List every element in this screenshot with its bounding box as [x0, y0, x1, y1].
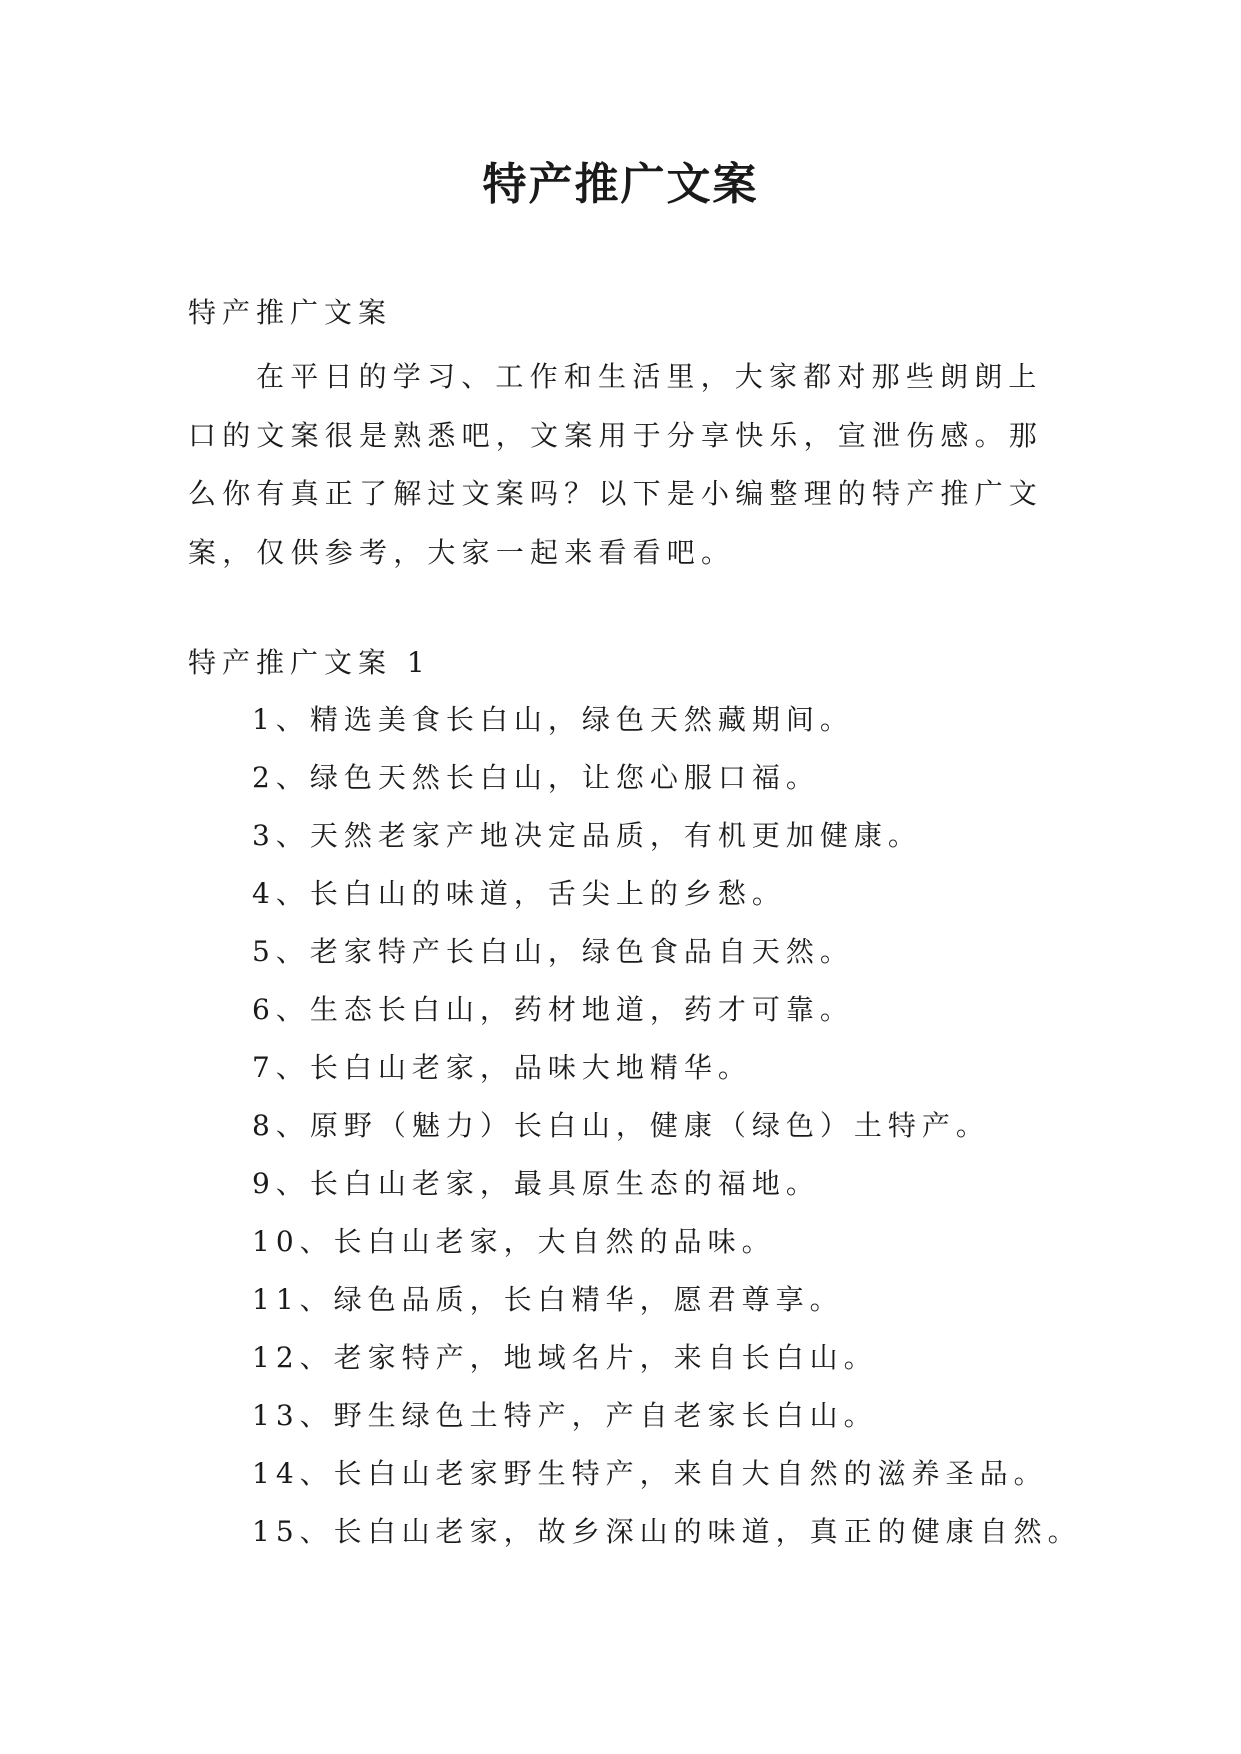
list-item: 3、天然老家产地决定品质，有机更加健康。 — [252, 819, 922, 852]
list-item: 8、原野（魅力）长白山，健康（绿色）土特产。 — [252, 1109, 990, 1142]
list-item: 14、长白山老家野生特产，来自大自然的滋养圣品。 — [252, 1457, 1048, 1490]
document-subtitle: 特产推广文案 — [188, 296, 393, 329]
list-item: 7、长白山老家，品味大地精华。 — [252, 1051, 752, 1084]
list-item: 2、绿色天然长白山，让您心服口福。 — [252, 761, 820, 794]
list-item: 9、长白山老家，最具原生态的福地。 — [252, 1167, 820, 1200]
list-item: 10、长白山老家，大自然的品味。 — [252, 1225, 776, 1258]
list-item: 4、长白山的味道，舌尖上的乡愁。 — [252, 877, 786, 910]
list-item: 13、野生绿色土特产，产自老家长白山。 — [252, 1399, 878, 1432]
list-item: 6、生态长白山，药材地道，药才可靠。 — [252, 993, 854, 1026]
intro-paragraph: 在平日的学习、工作和生活里，大家都对那些朗朗上口的文案很是熟悉吧，文案用于分享快乐，宣泄伤感。那么你有真正了解过文案吗？以下是小编整理的特产推广文案，仅供参考，大家一起来看看吧。 — [188, 360, 1044, 569]
list-item: 12、老家特产，地域名片，来自长白山。 — [252, 1341, 878, 1374]
list-item: 15、长白山老家，故乡深山的味道，真正的健康自然。 — [252, 1515, 1082, 1548]
list-item: 11、绿色品质，长白精华，愿君尊享。 — [252, 1283, 844, 1316]
list-item: 5、老家特产长白山，绿色食品自天然。 — [252, 935, 854, 968]
document-title: 特产推广文案 — [482, 159, 759, 210]
section-heading: 特产推广文案 1 — [188, 646, 431, 679]
list-item: 1、精选美食长白山，绿色天然藏期间。 — [252, 703, 854, 736]
